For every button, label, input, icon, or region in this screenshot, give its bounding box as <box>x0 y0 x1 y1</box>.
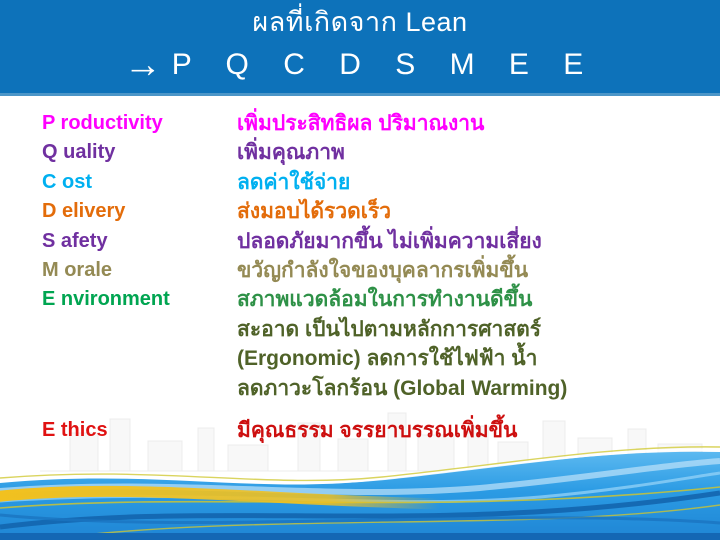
row-label: E nvironment <box>42 288 170 311</box>
row-cost <box>42 168 710 197</box>
arrow-right-icon: → <box>123 44 162 86</box>
row-environment <box>42 285 710 403</box>
row-desc: เพิ่มคุณภาพ <box>237 141 345 165</box>
row-desc: ส่งมอบได้รวดเร็ว <box>237 200 392 224</box>
acronym-line <box>0 45 720 85</box>
row-desc: ขวัญกำลังใจของบุคลากรเพิ่มขึ้น <box>237 259 529 283</box>
row-label: P roductivity <box>42 112 163 134</box>
desc-line: (Ergonomic) ลดการใช้ไฟฟ้า น้ำ <box>237 347 538 371</box>
slide-header <box>0 0 720 96</box>
page-title: ผลที่เกิดจาก Lean <box>252 7 468 37</box>
row-desc: ลดค่าใช้จ่าย <box>237 170 351 194</box>
row-delivery <box>42 197 710 226</box>
row-desc-multiline <box>237 285 567 403</box>
row-ethics <box>42 416 710 445</box>
row-label: S afety <box>42 229 108 252</box>
row-productivity <box>42 109 710 138</box>
row-desc: ปลอดภัยมากขึ้น ไม่เพิ่มความเสี่ยง <box>237 229 542 253</box>
row-label: Q uality <box>42 141 116 164</box>
row-label: C ost <box>42 170 92 193</box>
row-label: E thics <box>42 419 108 442</box>
row-desc: มีคุณธรรม จรรยาบรรณเพิ่มขึ้น <box>237 419 518 443</box>
row-label: D elivery <box>42 200 126 223</box>
desc-line: สภาพแวดล้อมในการทำงานดีขึ้น <box>237 288 533 312</box>
desc-line: สะอาด เป็นไปตามหลักการศาสตร์ <box>237 317 542 341</box>
desc-line: ลดภาวะโลกร้อน (Global Warming) <box>237 376 568 400</box>
row-morale <box>42 256 710 285</box>
acronym-text: P Q C D S M E E <box>171 48 597 81</box>
row-safety <box>42 227 710 256</box>
benefits-list <box>42 109 710 445</box>
row-label: M orale <box>42 259 113 282</box>
row-quality <box>42 138 710 167</box>
row-desc: เพิ่มประสิทธิผล ปริมาณงาน <box>237 112 485 135</box>
